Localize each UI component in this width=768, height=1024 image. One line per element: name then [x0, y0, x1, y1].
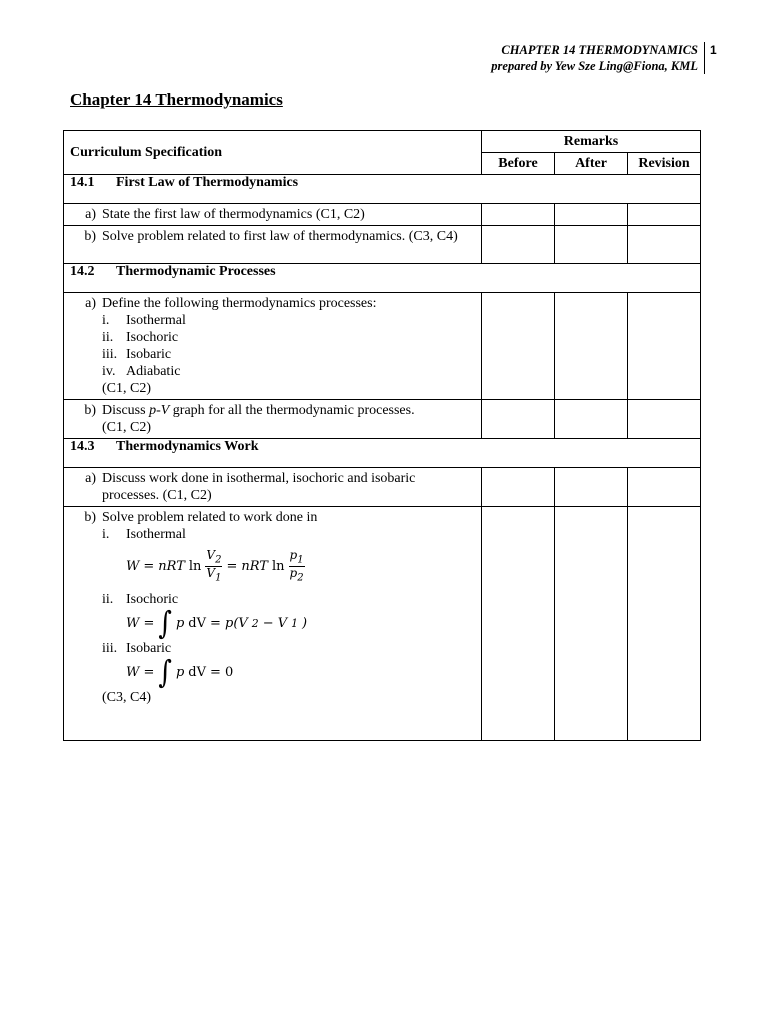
item-text: Define the following thermodynamics processes: [102, 296, 377, 311]
sub-item: i. Isothermal [102, 527, 186, 542]
before-cell[interactable] [482, 293, 555, 400]
item-label: a) [85, 296, 96, 311]
revision-cell[interactable] [628, 468, 701, 507]
integral-sign-icon: ∫ [158, 605, 172, 642]
sub-item: iv. Adiabatic [102, 364, 181, 379]
header-chapter: CHAPTER 14 THERMODYNAMICS [501, 43, 698, 57]
before-cell[interactable] [482, 507, 555, 741]
page-number: 1 [710, 43, 717, 57]
section-title: First Law of Thermodynamics [116, 175, 299, 190]
section-title: Thermodynamics Work [116, 439, 259, 454]
after-cell[interactable] [555, 400, 628, 439]
col-after-header: After [555, 153, 628, 175]
before-cell[interactable] [482, 204, 555, 226]
cognitive-levels: (C1, C2) [102, 381, 151, 396]
item-label: b) [84, 403, 96, 418]
revision-cell[interactable] [628, 400, 701, 439]
pv-term: p-V [149, 403, 170, 418]
table-row [64, 204, 701, 226]
section-number: 14.2 [70, 264, 95, 279]
item-text: Solve problem related to first law of thermodynamics. (C3, C4) [102, 229, 458, 244]
isochoric-work-formula: W = ∫ p dV = p(V 2 − V 1 ) [126, 605, 308, 642]
sub-item: ii. Isochoric [102, 591, 179, 607]
revision-cell[interactable] [628, 204, 701, 226]
before-cell[interactable] [482, 226, 555, 264]
header-author: prepared by Yew Sze Ling@Fiona, KML [491, 59, 698, 73]
section-title: Thermodynamic Processes [116, 264, 276, 279]
curriculum-table [63, 130, 701, 741]
item-label: b) [84, 229, 96, 244]
table-row [64, 468, 701, 507]
cognitive-levels: (C1, C2) [102, 420, 151, 435]
table-row [64, 507, 701, 741]
page-title: Chapter 14 Thermodynamics [70, 90, 283, 109]
header-divider [704, 42, 705, 74]
section-number: 14.1 [70, 175, 95, 190]
after-cell[interactable] [555, 468, 628, 507]
before-cell[interactable] [482, 468, 555, 507]
remarks-header: Remarks [482, 131, 701, 153]
after-cell[interactable] [555, 507, 628, 741]
item-label: a) [85, 471, 96, 486]
table-row [64, 226, 701, 264]
running-header [491, 42, 698, 74]
after-cell[interactable] [555, 226, 628, 264]
cognitive-levels: (C3, C4) [102, 689, 151, 705]
revision-cell[interactable] [628, 293, 701, 400]
after-cell[interactable] [555, 293, 628, 400]
after-cell[interactable] [555, 204, 628, 226]
col-before-header: Before [482, 153, 555, 175]
isothermal-work-formula: W = nRT ln $\frac{V_2}{V_1}$ = nRT ln $\frac{p_1}{p_2}$ [126, 548, 304, 584]
item-text: Solve problem related to work done in [102, 510, 318, 525]
revision-cell[interactable] [628, 507, 701, 741]
table-row [64, 293, 701, 400]
item-label: b) [84, 510, 96, 525]
col-revision-header: Revision [628, 153, 701, 175]
sub-item: iii. Isobaric [102, 347, 172, 362]
isobaric-work-formula: W = ∫ p dV = 0 [126, 654, 234, 691]
table-row: b) Discuss p-V graph for all the thermodynamic processes. (C1, C2) [64, 400, 701, 439]
revision-cell[interactable] [628, 226, 701, 264]
sub-item: ii. Isochoric [102, 330, 179, 345]
before-cell[interactable] [482, 400, 555, 439]
section-number: 14.3 [70, 439, 95, 454]
spec-header: Curriculum Specification [64, 131, 482, 175]
item-text: Discuss work done in isothermal, isochoric and isobaric processes. (C1, C2) [102, 471, 416, 503]
section-row [64, 264, 701, 293]
item-text: State the first law of thermodynamics (C1, C2) [102, 207, 365, 222]
sub-item: i. Isothermal [102, 313, 186, 328]
sub-item: iii. Isobaric [102, 640, 172, 656]
item-label: a) [85, 207, 96, 222]
section-row [64, 175, 701, 204]
integral-sign-icon: ∫ [158, 654, 172, 691]
section-row [64, 439, 701, 468]
